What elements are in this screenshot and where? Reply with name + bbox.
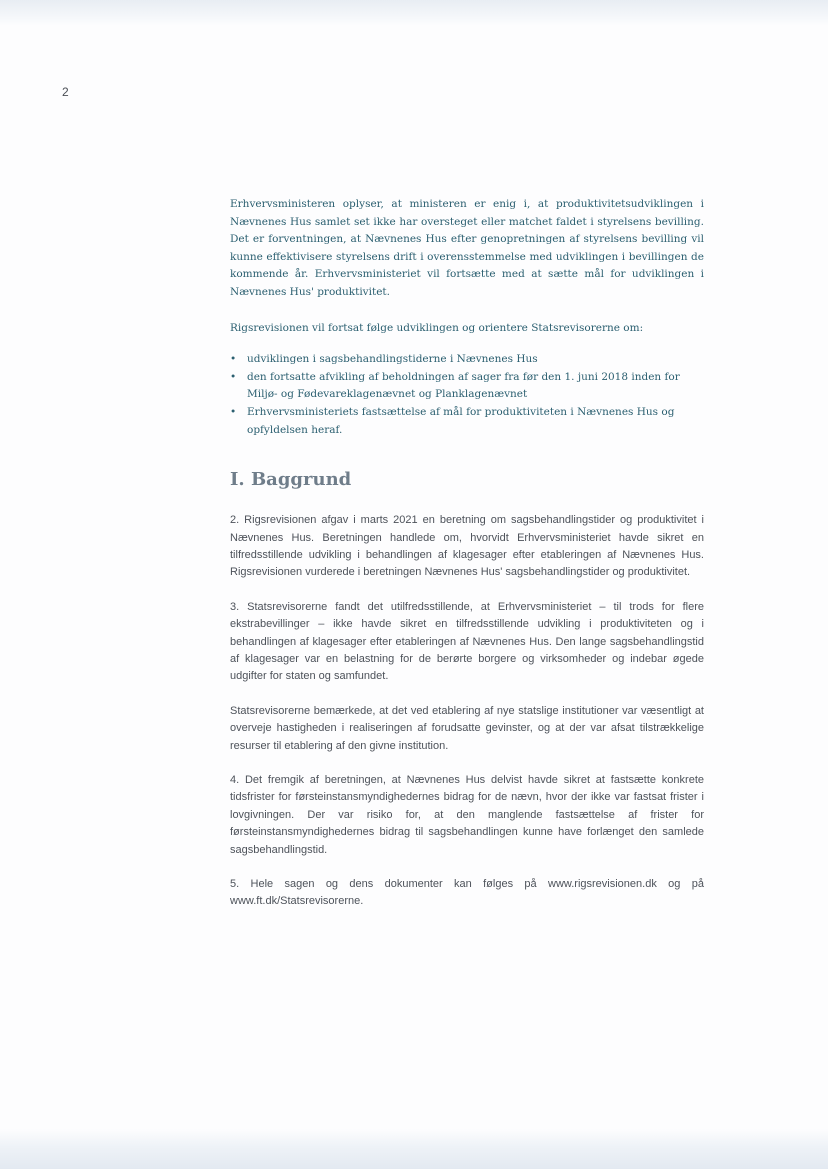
page-content: [230, 196, 704, 928]
follow-up-list: [230, 351, 704, 439]
paragraph-3-continued: Statsrevisorerne bemærkede, at det ved etablering af nye statslige institutioner var væsentligt at overveje hastigheden i realiseringen af forudsatte gevinster, og at der var afsat tilstrækkelige resurser til etablering af den givne institution.: [230, 704, 704, 752]
paragraph-2: 2. Rigsrevisionen afgav i marts 2021 en beretning om sagsbehandlingstider og produktivitet i Nævnenes Hus. Beretningen handlede om, hvorvidt Erhvervsministeriet havde sikret en tilfredsstillende udvikling i behandlingen af klagesager efter etableringen af Nævnenes Hus. Rigsrevisionen vurderede i beretningen Nævnenes Hus' sagsbehandlingstider og produktivitet.: [230, 514, 704, 579]
paragraph-5: 5. Hele sagen og dens dokumenter kan følges på www.rigsrevisionen.dk og på www.ft.dk/Statsrevisorerne.: [230, 878, 704, 908]
list-item: • Erhvervsministeriets fastsættelse af mål for produktiviteten i Nævnenes Hus og opfyldelsen heraf.: [230, 404, 704, 439]
list-item: • den fortsatte afvikling af beholdningen af sager fra før den 1. juni 2018 inden for Miljø- og Fødevareklagenævnet og Planklagenævnet: [230, 369, 704, 404]
paragraph-4: 4. Det fremgik af beretningen, at Nævnenes Hus delvist havde sikret at fastsætte konkrete tidsfrister for førsteinstansmyndighedernes bidrag for de nævn, hvor der ikke var fastsat frister i lovgivningen. Der var risiko for, at den manglende fastsættelse af frister for førsteinstansmyndighedernes bidrag til sagsbehandlingen kunne have forlænget den samlede sagsbehandlingstid.: [230, 774, 704, 856]
scan-top-edge: [0, 0, 828, 26]
list-item: • udviklingen i sagsbehandlingstiderne i Nævnenes Hus: [230, 351, 704, 369]
page-number: 2: [62, 85, 69, 99]
scan-bottom-edge: [0, 1129, 828, 1169]
follow-up-lead: Rigsrevisionen vil fortsat følge udviklingen og orientere Statsrevisorerne om:: [230, 321, 644, 334]
paragraph-3: 3. Statsrevisorerne fandt det utilfredsstillende, at Erhvervsministeriet – til trods for flere ekstrabevillinger – ikke havde sikret en tilfredsstillende udvikling i produktiviteten og i behandlingen af klagesager efter etableringen af Nævnenes Hus. Den lange sagsbehandlingstid af klagesager var en belastning for de berørte borgere og virksomheder og indebar øgede udgifter for staten og samfundet.: [230, 600, 704, 683]
section-title: Baggrund: [250, 469, 352, 491]
section-heading: [230, 469, 704, 491]
intro-paragraph: Erhvervsministeren oplyser, at ministeren er enig i, at produktivitetsudviklingen i Nævnenes Hus samlet set ikke har oversteget eller matchet faldet i styrelsens bevilling. Det er forventningen, at Nævnenes Hus efter genopretningen af styrelsens bevilling vil kunne effektivisere styrelsens drift i overensstemmelse med udviklingen i bevillingen de kommende år. Erhvervsministeriet vil fortsætte med at sætte mål for udviklingen i Nævnenes Hus' produktivitet.: [230, 198, 704, 298]
section-number: I.: [230, 469, 245, 491]
